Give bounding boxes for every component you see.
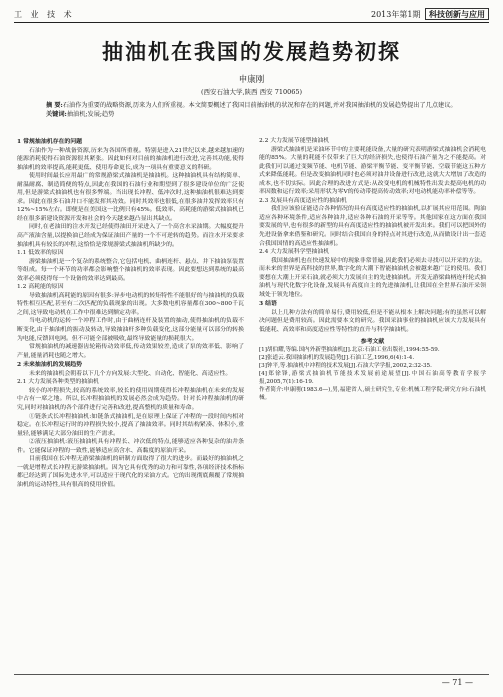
- journal-name: 工 业 技 术: [14, 10, 75, 19]
- subsection-heading: 1.1 低效率的原因: [17, 250, 64, 257]
- paragraph: 我们应该验证能适合各种情况的具有高度适应性的抽油机,以扩展其应用范围。陶油适应各种环境条件,适应各种油井,适应各种石油的开采等等。其他国家在这方面在我国要发展的早,也有很多的新型的具有高度适应性的抽油机被开发出来。我们可以把国外的先进设备拿来借鉴和研究。同时结合我国自身的特点对其进行改造,从而做设计出一套适合我国国情的高适应性抽油机。: [259, 206, 486, 247]
- section-heading: 1 常规抽油机存在的问题: [17, 138, 83, 145]
- reference-item: [1]胡伯耀,等编.国内外新型抽油机[J].北京:石油工业出版社,1994:55-59.: [259, 347, 440, 354]
- affiliation: (西安石油大学,陕西 西安 710065): [200, 88, 303, 96]
- left-column: [17, 137, 244, 489]
- page-number: — 71 —: [441, 678, 473, 687]
- footer-rule: [14, 674, 489, 675]
- paragraph: 以上几种方法有的简单易行,费用较低,但是不能从根本上解决问题;有的虽然可以解决问题但是费用较高。因此需要本文的研究。我国采油事业的抽油机应该大力发展具有低能耗、高效率和高度适应性等特性的直升与科学抽油机。: [259, 309, 486, 334]
- paragraph: 导致抽油机高耗能的原因有很多:异步电动机的转矩特性不能很好的与抽油机的负载特性相互匹配,甚至有二次匹配的负载现象的出现。大多数电机容量都在300~800千瓦之间,这导致电动机在工作中很难达到额定功率。: [17, 292, 244, 316]
- section-heading: 2 未来抽油机的发展趋势: [17, 361, 83, 369]
- paragraph: 当电动机的运转一个冲程工作时,由于曲柄连杆及装置的抽动,使得抽油机的负载不断变化,由于抽油机的振动及转动,导致抽油杆多种负载变化,这部分能量可以部分的转换为电能,反馈回电网。但不可能全部被吸收,最终导致能量的损耗很大。: [17, 318, 244, 342]
- paragraph: 石油作为一种战备资源,历来为各国所重视。特别是进入21世纪以来,越来越加速的能源消耗使得石油资源很其紧张。因此如何对目前的抽油机进行改进,完善其功能,使得抽油机的效率提高,能耗更低、使用寿命更长,成为一项具有重要意义的科研。: [17, 147, 244, 171]
- right-column: [259, 137, 486, 402]
- paragraph: 较小的冲程损失,较高的系统效率,较长的使用周期使得长冲程抽油机在未来的发展中占有一席之地。所以,长冲程抽油机的发展必然会成为趋势。针对长冲程抽油机的研究,同时对抽油机的各个部件进行完善和改进,提高整机的质量和寿命。: [17, 387, 244, 411]
- issue-number: 2013年第1期: [371, 10, 421, 19]
- subsection-heading: 2.1 大力发展各种类型的抽油机: [17, 379, 99, 386]
- article-title: 抽油机在我国的发展趋势初探: [102, 39, 401, 64]
- paragraph: ②液压抽油机:液压抽油机具有冲程长、冲次低的特点,能够适应各种复杂的油井条件。它能保证冲程的一致性,能够适应高含水、高黏度的原油开采。: [17, 439, 244, 454]
- paragraph: 游梁式抽油机是采油环节中的主要耗能设备,大量的研究表明游梁式抽油机会消耗电能的85%。大量的耗能不仅带来了巨大的经济损失,也使得石油产量为之不能提高。对此我们可以通过变频节能、电机节能、游梁平衡节能、变平衡节能、空载节能这五种方式来降低能耗。但是改变抽油机同时也必须对油井设备进行改进,这就大大增加了改造的成本,也不切实际。因此合理的改进方式是:从改变电机的机械特性出发去提高电机的功率因数和运行效率;采用形状为零V的传动带提高传动效率;对电动机能功率补偿等等。: [259, 146, 486, 196]
- abstract-block: [46, 101, 457, 119]
- author-name: 申康刚: [238, 75, 265, 85]
- subsection-heading: 1.2 高耗能的原因: [17, 284, 64, 291]
- paragraph: 目前我国在长冲程无游梁抽油机的研制方面取得了很大的进步。而最好的抽油机之一就是增程式长冲程无游梁抽油机。因为它具有优秀的动力和可靠性,各项经济技术指标都已经达到了国际先进水平,可以适应于现代化的采油方式。它的出现彻底颠覆了常规抽油机的运动特性,具有很高的使用价值。: [17, 456, 244, 488]
- section-label: 科技创新与应用: [425, 8, 489, 20]
- paragraph: 同时,在老油田的注水开发已经使得油田开采进入了一个高含水采油期。大幅度提升高产液油含量,以提换油已经成为保证油田产量的一个不可逆转的趋势。而注水开采要求抽油机具有较长的冲程,这恰恰是常规游梁式抽油机所缺少的。: [17, 224, 244, 248]
- abstract: [46, 101, 457, 110]
- subsection-heading: 2.3 发展具有高度适应性的抽油机: [259, 197, 347, 204]
- keywords-label: 关键词:: [46, 111, 67, 118]
- paragraph: ①链条式长冲程抽油机:如链条式抽油机,是在原理上保证了冲程的一段时间内相对稳定。在长冲程运行时的冲程损失较小,提高了抽油效率。同时其结构紧凑、体积小,重量轻,能够满足大部分油田的生产需求。: [17, 413, 244, 437]
- reference-item: [2]张道云.我国抽油机的发展趋势[J].石油工艺,1996,6(4):1-4.: [259, 355, 415, 362]
- abstract-label: 摘 要:: [46, 102, 63, 109]
- paragraph: 我国抽油机也在快速发展中的现象非常普遍,因此我们必须去寻找可以开采的方法。而未来的世界是高科技的世界,数字化的大潮下智能抽油机会被越来越广泛的使用。我们要想在大潮上开采石油,就必须大力发展自主的先进抽油机。开发无游梁曲柄连杆轮式抽油机与现代化数字化设备,发展具有高度自主的先进抽油机,让我国在全世界石油开采领域处于领先地位。: [259, 257, 486, 298]
- keywords: [46, 110, 457, 119]
- references-heading: 参考文献: [360, 337, 385, 345]
- subsection-heading: 2.4 大力发展科学型抽油机: [259, 249, 330, 256]
- issue-info: [371, 9, 489, 20]
- running-header: [14, 6, 489, 22]
- subsection-heading: 2.2 大力发展节能型抽油机: [259, 138, 330, 144]
- paragraph: 未来的抽油机会朝着以下几个方向发展:大型化、自动化、智能化、高适应性。: [29, 370, 232, 377]
- reference-item: [4]郑徐锋,游梁式抽油机节能技术发展前途展望[J].中国石油高等教育学报学报,2005,7(1):16-19.: [259, 371, 486, 386]
- keywords-text: 抽油机;发展;趋势: [66, 111, 115, 118]
- reference-item: [3]钟平,等.抽油机中冲程的技术发展[J].石油大学学报,2002,2:32-35.: [259, 363, 432, 370]
- paragraph: 常规抽油机的减速器齿轮箱传动效率低,传动效果较差,造成了泵的效率低、影响了产量,能量消耗也随之增大。: [17, 344, 244, 359]
- abstract-text: 石油作为重要的战略资源,历来为人们所重视。本文简要概述了我国目前抽油机的状况和存在的问题,并对我国抽油机的发展趋势提出了几点建议。: [62, 102, 457, 109]
- paragraph: 游梁抽油机是一个复杂的系统整合,它包括电机、曲柄连杆、悬点、井下抽油泵装置等组成。每一个环节的功率都会影响整个抽油机的效率表现。因此要想达到系统的最高效率必须使得每一个设备的效率达到最高。: [17, 258, 244, 282]
- header-rule: [14, 22, 489, 23]
- reference-item: 作者简介:申康刚(1983.6—),男,福建省人,硕士研究生,专业:机械工程学院;研究方向:石油机械。: [259, 387, 486, 402]
- section-heading: 3 结语: [259, 300, 277, 308]
- paragraph: 使用时间最长应用最广的常规游梁式抽油机是抽油机。这种抽油机具有结构简单、耐温耐腐、制造简便的特点,因此在我国的石油行业和期望到了很多建设单位的广泛使用,但是游梁式抽油机也有很多弊端。当出现长冲程、低冲次时,这种抽油机很难达到要求。因此在很多石油井口不能发挥其功效。同时其效率也很低,在很多油井发挥效率只有12%~15%左右。即便是在美国这一比例只有45%。低效率、高耗能的游梁式抽油机已经在很多新建设资源开发和社会的今天越来越凸显出其缺点。: [17, 173, 244, 222]
